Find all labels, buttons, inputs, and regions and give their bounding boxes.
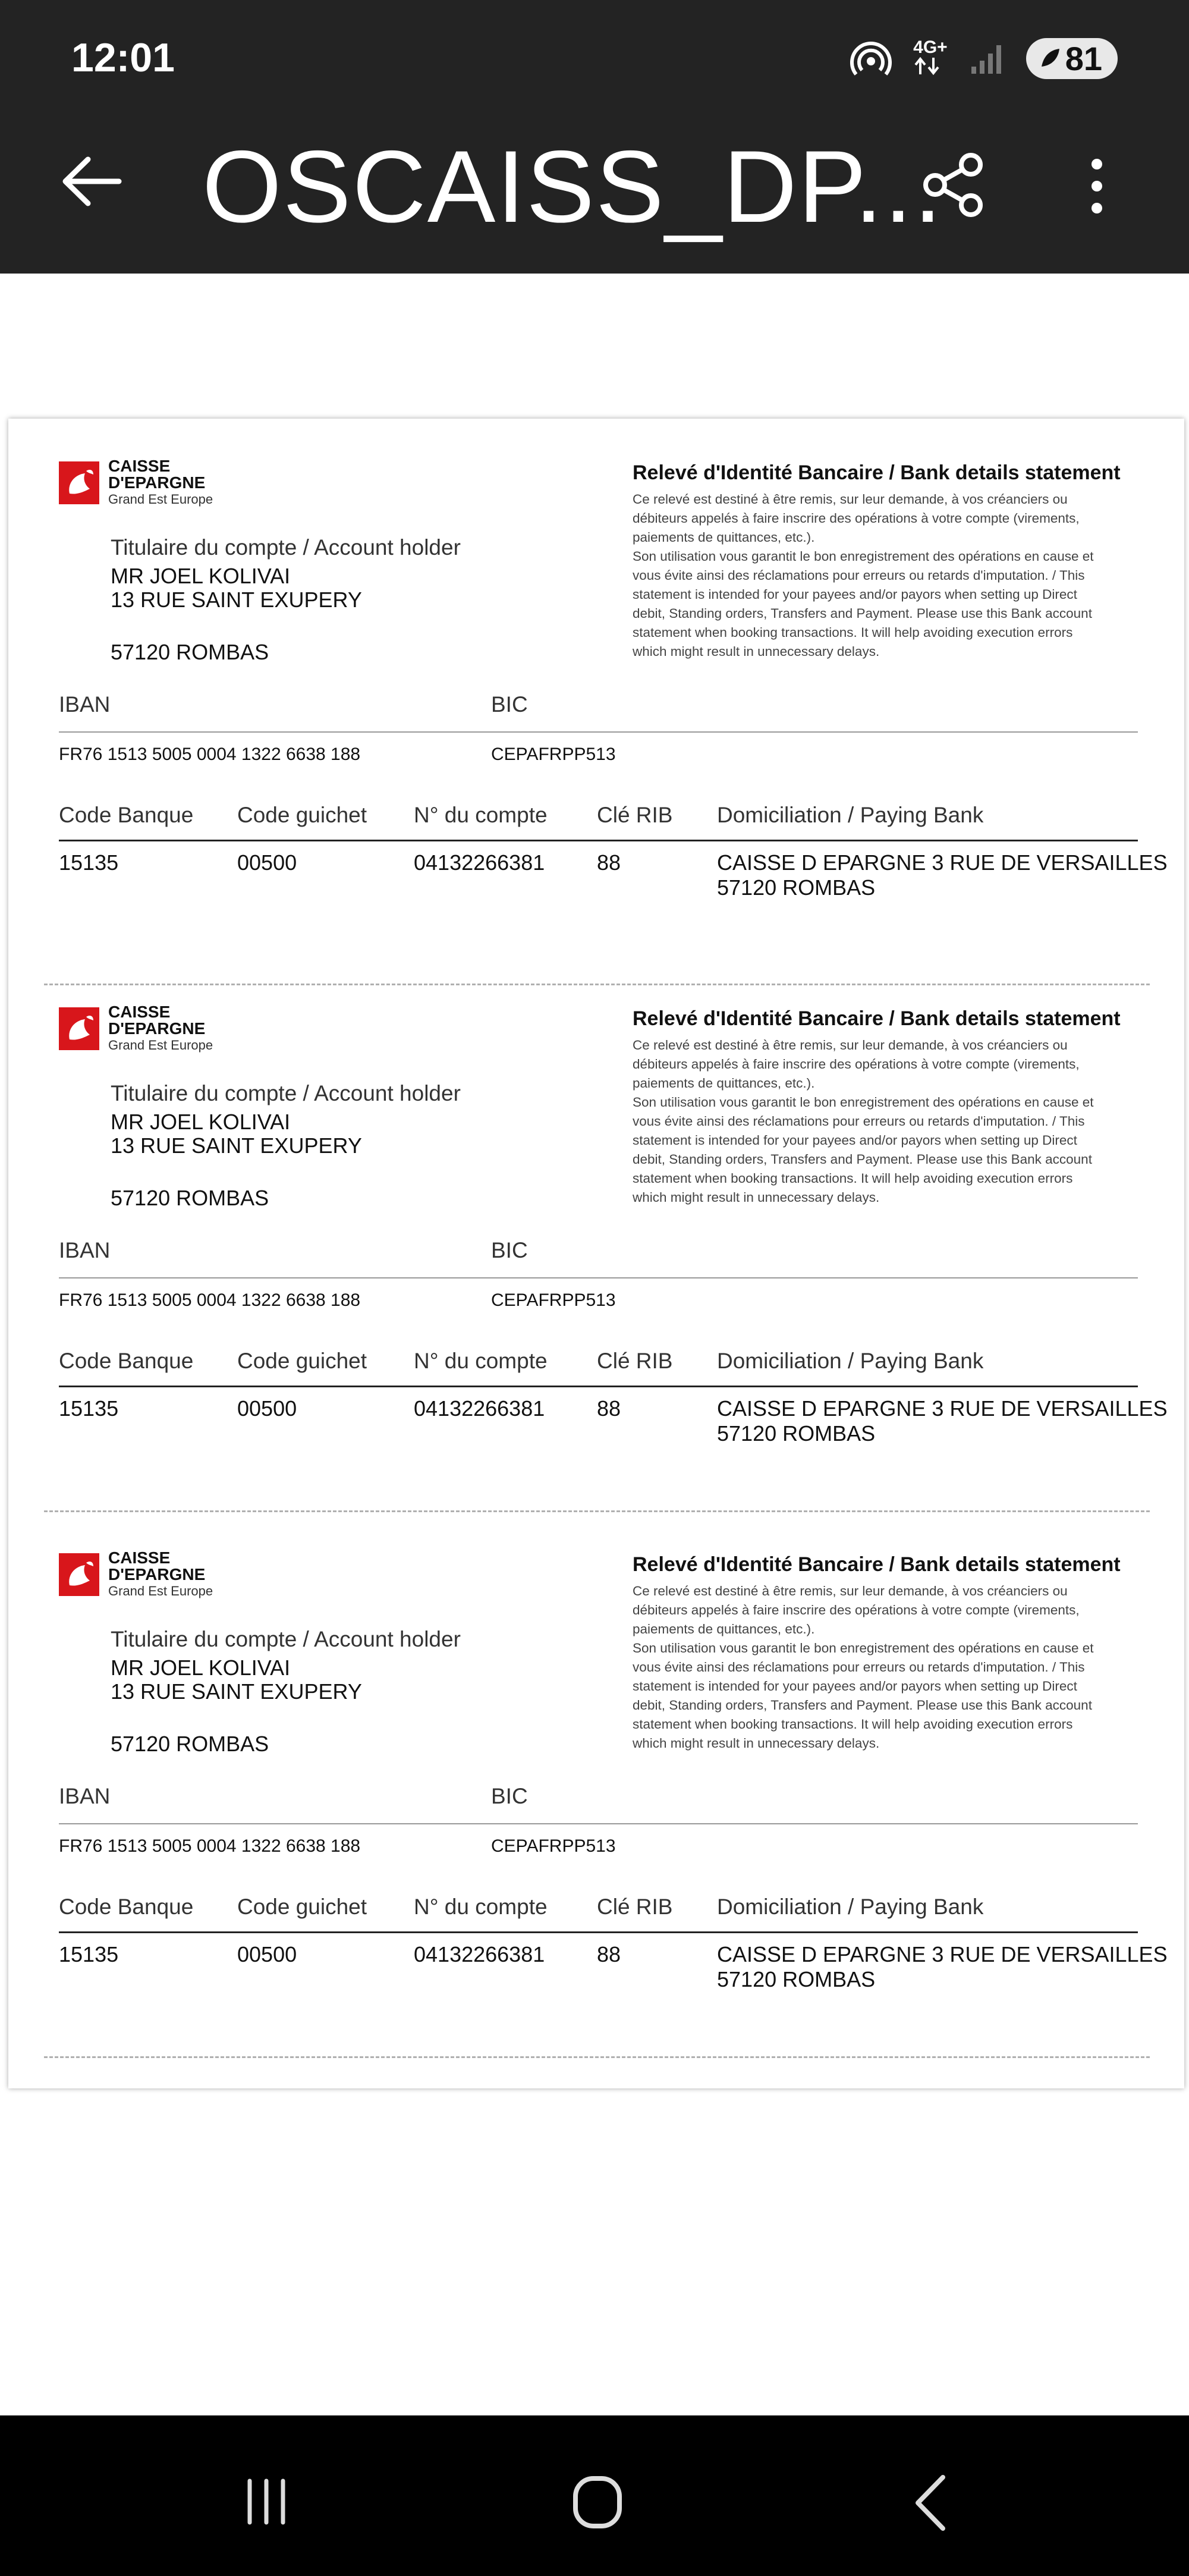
bank-name: CAISSE D'EPARGNE Grand Est Europe bbox=[108, 457, 213, 507]
holder-address: 13 RUE SAINT EXUPERY bbox=[111, 1679, 362, 1704]
col-account-number: N° du compte bbox=[414, 803, 548, 827]
paying-bank-line1: CAISSE D EPARGNE 3 RUE DE VERSAILLES bbox=[717, 1396, 1168, 1421]
recent-apps-icon[interactable] bbox=[243, 2475, 290, 2528]
signal-icon bbox=[969, 40, 1005, 76]
iban-value: FR76 1513 5005 0004 1322 6638 188 bbox=[59, 1836, 361, 1856]
code-guichet-value: 00500 bbox=[237, 1396, 297, 1421]
squirrel-logo-icon bbox=[59, 1553, 99, 1596]
pdf-page bbox=[8, 419, 1184, 2088]
iban-label: IBAN bbox=[59, 692, 111, 717]
bic-value: CEPAFRPP513 bbox=[491, 1836, 616, 1856]
holder-label: Titulaire du compte / Account holder bbox=[111, 535, 461, 560]
account-number-value: 04132266381 bbox=[414, 1942, 545, 1966]
paying-bank-line1: CAISSE D EPARGNE 3 RUE DE VERSAILLES bbox=[717, 850, 1168, 875]
divider bbox=[59, 731, 1138, 733]
battery-saver-icon bbox=[1038, 46, 1062, 70]
rib-block bbox=[8, 419, 1184, 965]
iban-value: FR76 1513 5005 0004 1322 6638 188 bbox=[59, 1290, 361, 1310]
col-paying-bank: Domiciliation / Paying Bank bbox=[717, 1349, 984, 1373]
col-cle-rib: Clé RIB bbox=[597, 1895, 673, 1919]
hotspot-icon bbox=[850, 37, 892, 79]
holder-name: MR JOEL KOLIVAI bbox=[111, 1655, 291, 1680]
share-icon[interactable] bbox=[919, 152, 990, 217]
divider bbox=[59, 840, 1138, 841]
code-banque-value: 15135 bbox=[59, 1942, 119, 1966]
bank-name: CAISSE D'EPARGNE Grand Est Europe bbox=[108, 1548, 213, 1598]
col-code-guichet: Code guichet bbox=[237, 803, 367, 827]
holder-city: 57120 ROMBAS bbox=[111, 1732, 269, 1756]
rib-block bbox=[8, 965, 1184, 1510]
col-cle-rib: Clé RIB bbox=[597, 803, 673, 827]
cut-line bbox=[44, 2056, 1150, 2058]
squirrel-logo-icon bbox=[59, 1007, 99, 1050]
statement-description: Ce relevé est destiné à être remis, sur leur demande, à vos créanciers ou débiteurs appelés à faire inscrire des opérations à votre compte (virements, paiements de quittances, etc.). Son utilisation vous garantit le bon enregistrement des opérations en cause et vous évite ainsi des réclamations pour erreurs ou retards d'imputation. / This statement is intended for your payees and/or payors when setting up Direct debit, Standing orders, Transfers and Payment. Please use this Bank account statement when booking transactions. It will help avoiding execution errors which might result in unnecessary delays. bbox=[633, 1038, 1094, 1205]
code-banque-value: 15135 bbox=[59, 850, 119, 875]
app-header bbox=[0, 0, 1189, 274]
statement-title: Relevé d'Identité Bancaire / Bank details statement bbox=[633, 461, 1121, 484]
bank-name: CAISSE D'EPARGNE Grand Est Europe bbox=[108, 1003, 213, 1053]
iban-label: IBAN bbox=[59, 1784, 111, 1808]
iban-value: FR76 1513 5005 0004 1322 6638 188 bbox=[59, 744, 361, 764]
holder-name: MR JOEL KOLIVAI bbox=[111, 1110, 291, 1134]
col-code-banque: Code Banque bbox=[59, 803, 194, 827]
holder-label: Titulaire du compte / Account holder bbox=[111, 1081, 461, 1105]
status-icons bbox=[850, 34, 1118, 82]
iban-label: IBAN bbox=[59, 1238, 111, 1262]
squirrel-logo-icon bbox=[59, 461, 99, 504]
col-cle-rib: Clé RIB bbox=[597, 1349, 673, 1373]
bic-value: CEPAFRPP513 bbox=[491, 744, 616, 764]
battery-indicator: 81 bbox=[1026, 38, 1118, 79]
code-guichet-value: 00500 bbox=[237, 850, 297, 875]
col-paying-bank: Domiciliation / Paying Bank bbox=[717, 1895, 984, 1919]
holder-city: 57120 ROMBAS bbox=[111, 640, 269, 664]
col-paying-bank: Domiciliation / Paying Bank bbox=[717, 803, 984, 827]
system-navigation-bar bbox=[0, 2415, 1189, 2576]
bank-logo bbox=[59, 1007, 99, 1050]
divider bbox=[59, 1386, 1138, 1387]
cle-rib-value: 88 bbox=[597, 1396, 621, 1421]
document-title: OSCAISS_DP... bbox=[202, 130, 943, 244]
col-account-number: N° du compte bbox=[414, 1349, 548, 1373]
cle-rib-value: 88 bbox=[597, 1942, 621, 1966]
home-icon[interactable] bbox=[571, 2473, 624, 2532]
bank-logo bbox=[59, 461, 99, 504]
paying-bank-line1: CAISSE D EPARGNE 3 RUE DE VERSAILLES bbox=[717, 1942, 1168, 1966]
back-arrow-icon[interactable] bbox=[59, 155, 125, 208]
bic-label: BIC bbox=[491, 1784, 528, 1808]
divider bbox=[59, 1931, 1138, 1933]
bic-label: BIC bbox=[491, 1238, 528, 1262]
statement-title: Relevé d'Identité Bancaire / Bank details statement bbox=[633, 1007, 1121, 1030]
more-options-icon[interactable] bbox=[1082, 153, 1112, 219]
paying-bank-line2: 57120 ROMBAS bbox=[717, 1421, 876, 1446]
bic-label: BIC bbox=[491, 692, 528, 717]
holder-address: 13 RUE SAINT EXUPERY bbox=[111, 588, 362, 612]
divider bbox=[59, 1277, 1138, 1278]
holder-label: Titulaire du compte / Account holder bbox=[111, 1627, 461, 1651]
holder-name: MR JOEL KOLIVAI bbox=[111, 564, 291, 588]
rib-block bbox=[8, 1510, 1184, 2056]
statement-title: Relevé d'Identité Bancaire / Bank details statement bbox=[633, 1553, 1121, 1576]
cle-rib-value: 88 bbox=[597, 850, 621, 875]
account-number-value: 04132266381 bbox=[414, 850, 545, 875]
col-code-banque: Code Banque bbox=[59, 1349, 194, 1373]
back-icon[interactable] bbox=[910, 2470, 951, 2536]
account-number-value: 04132266381 bbox=[414, 1396, 545, 1421]
status-time: 12:01 bbox=[71, 35, 175, 80]
divider bbox=[59, 1823, 1138, 1824]
code-banque-value: 15135 bbox=[59, 1396, 119, 1421]
network-type: 4G+ bbox=[913, 39, 948, 78]
col-account-number: N° du compte bbox=[414, 1895, 548, 1919]
data-arrows-icon bbox=[913, 56, 940, 76]
bic-value: CEPAFRPP513 bbox=[491, 1290, 616, 1310]
col-code-guichet: Code guichet bbox=[237, 1895, 367, 1919]
holder-city: 57120 ROMBAS bbox=[111, 1186, 269, 1210]
statement-description: Ce relevé est destiné à être remis, sur leur demande, à vos créanciers ou débiteurs appelés à faire inscrire des opérations à votre compte (virements, paiements de quittances, etc.). Son utilisation vous garantit le bon enregistrement des opérations en cause et vous évite ainsi des réclamations pour erreurs ou retards d'imputation. / This statement is intended for your payees and/or payors when setting up Direct debit, Standing orders, Transfers and Payment. Please use this Bank account statement when booking transactions. It will help avoiding execution errors which might result in unnecessary delays. bbox=[633, 492, 1094, 659]
bank-logo bbox=[59, 1553, 99, 1596]
col-code-banque: Code Banque bbox=[59, 1895, 194, 1919]
code-guichet-value: 00500 bbox=[237, 1942, 297, 1966]
paying-bank-line2: 57120 ROMBAS bbox=[717, 1967, 876, 1991]
paying-bank-line2: 57120 ROMBAS bbox=[717, 875, 876, 900]
holder-address: 13 RUE SAINT EXUPERY bbox=[111, 1133, 362, 1158]
statement-description: Ce relevé est destiné à être remis, sur leur demande, à vos créanciers ou débiteurs appelés à faire inscrire des opérations à votre compte (virements, paiements de quittances, etc.). Son utilisation vous garantit le bon enregistrement des opérations en cause et vous évite ainsi des réclamations pour erreurs ou retards d'imputation. / This statement is intended for your payees and/or payors when setting up Direct debit, Standing orders, Transfers and Payment. Please use this Bank account statement when booking transactions. It will help avoiding execution errors which might result in unnecessary delays. bbox=[633, 1584, 1094, 1751]
col-code-guichet: Code guichet bbox=[237, 1349, 367, 1373]
